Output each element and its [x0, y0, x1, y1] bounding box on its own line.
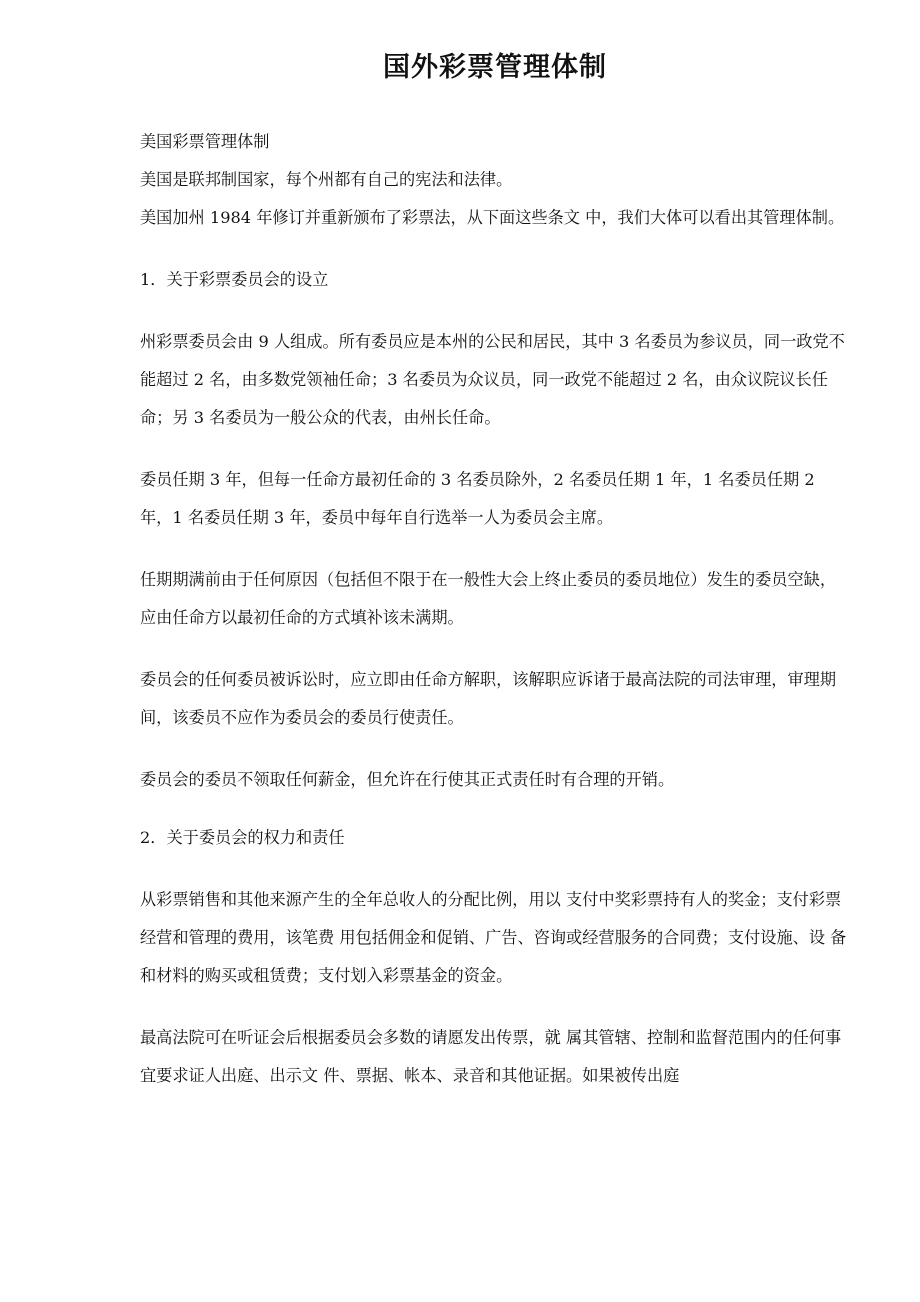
section-heading-2: 2．关于委员会的权力和责任 [140, 828, 345, 847]
paragraph-california-law: 美国加州 1984 年修订并重新颁布了彩票法，从下面这些条文 中，我们大体可以看出其管理体制。 [140, 208, 845, 227]
paragraph-dismissal: 委员会的任何委员被诉讼时，应立即由任命方解职，该解职应诉诸于最高法院的司法审理，审理期间，该委员不应作为委员会的委员行使责任。 [140, 670, 837, 727]
paragraph-term: 委员任期 3 年，但每一任命方最初任命的 3 名委员除外，2 名委员任期 1 年，1 名委员任期 2 年，1 名委员任期 3 年，委员中每年自行选举一人为委员会主席。 [140, 470, 815, 527]
section-heading-1: 1．关于彩票委员会的设立 [140, 270, 329, 289]
paragraph-vacancy: 任期期满前由于任何原因（包括但不限于在一般性大会上终止委员的委员地位）发生的委员空缺，应由任命方以最初任命的方式填补该未满期。 [140, 570, 837, 627]
paragraph-salary: 委员会的委员不领取任何薪金，但允许在行使其正式责任时有合理的开销。 [140, 770, 675, 789]
paragraph-us-lottery-heading: 美国彩票管理体制 [140, 132, 270, 151]
document-body [140, 123, 852, 1095]
paragraph-commission-composition: 州彩票委员会由 9 人组成。所有委员应是本州的公民和居民，其中 3 名委员为参议员，同一政党不能超过 2 名，由多数党领袖任命；3 名委员为众议员，同一政党不能超过 2 名，由众议院议长任命；另 3 名委员为一般公众的代表，由州长任命。 [140, 332, 845, 427]
paragraph-federal-system: 美国是联邦制国家，每个州都有自己的宪法和法律。 [140, 170, 513, 189]
document-title: 国外彩票管理体制 [383, 52, 607, 83]
paragraph-subpoena: 最高法院可在听证会后根据委员会多数的请愿发出传票，就 属其管辖、控制和监督范围内的任何事宜要求证人出庭、出示文 件、票据、帐本、录音和其他证据。如果被传出庭 [140, 1028, 842, 1085]
paragraph-revenue-allocation: 从彩票销售和其他来源产生的全年总收人的分配比例，用以 支付中奖彩票持有人的奖金；支付彩票经营和管理的费用，该笔费 用包括佣金和促销、广告、咨询或经营服务的合同费；支付设施、设 备和材料的购买或租赁费；支付划入彩票基金的资金。 [140, 890, 847, 985]
